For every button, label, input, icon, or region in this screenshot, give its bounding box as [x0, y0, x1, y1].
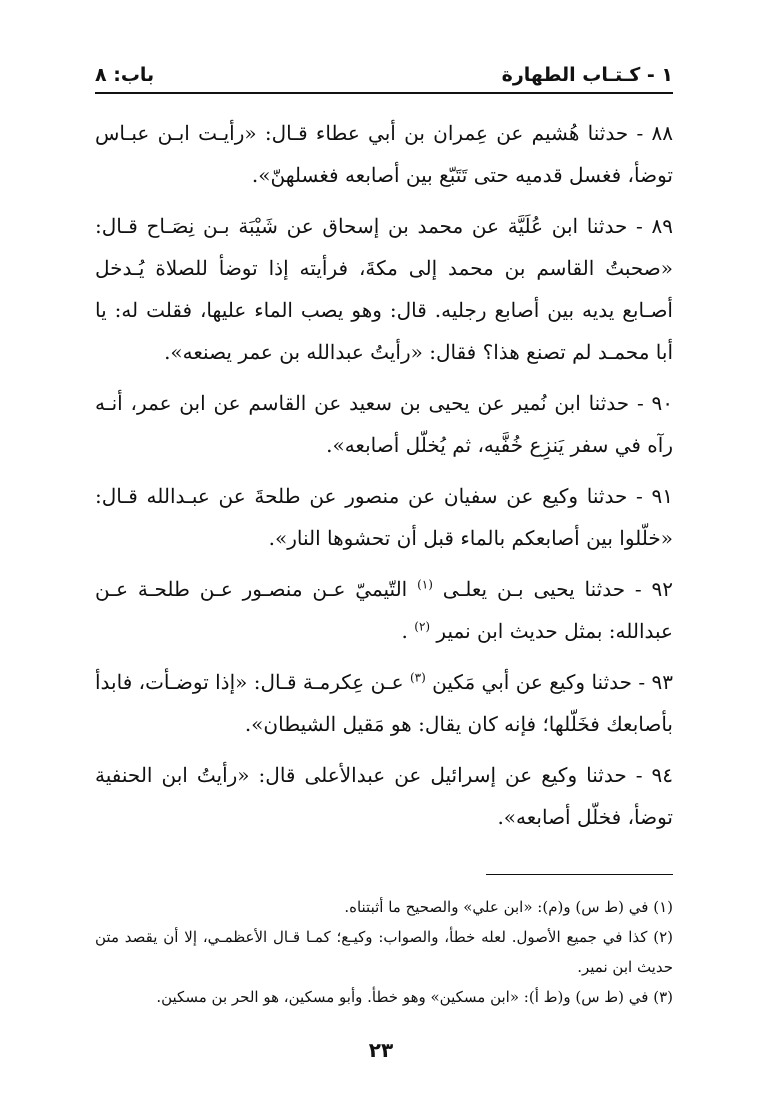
hadith-93-text-end: عـن عِكرمـة قـال: «إذا توضـأت، فابدأ بأصابعك فخَلّلها؛ فإنه كان يقال: هو مَقيل الشيطان».: [95, 670, 673, 736]
hadith-90: ٩٠ - حدثنا ابن نُمير عن يحيى بن سعيد عن القاسم عن ابن عمر، أنـه رآه في سفر يَنزِع خُفَّيه، ثم يُخلّل أصابعه».: [95, 391, 673, 457]
hadith-92: [95, 568, 673, 652]
footnote-2: (٢) كذا في جميع الأصول. لعله خطأ، والصواب: وكيـع؛ كمـا قـال الأعظمـي، إلا أن يقصد متن حديث ابن نمير.: [95, 928, 673, 976]
hadith-91: ٩١ - حدثنا وكيع عن سفيان عن منصور عن طلحةَ عن عبـدالله قـال: «خلّلوا بين أصابعكم بالماء قبل أن تحشوها النار».: [95, 484, 673, 550]
hadith-88: ٨٨ - حدثنا هُشيم عن عِمران بن أبي عطاء قـال: «رأيـت ابـن عبـاس توضأ، فغسل قدميه حتى تَتَبّع بين أصابعه فغسلهنّ».: [95, 121, 673, 187]
hadith-93-text-start: ٩٣ - حدثنا وكيع عن أبي مَكين: [425, 670, 673, 694]
hadith-92-text-start: ٩٢ - حدثنا يحيى بـن يعلـى: [432, 577, 673, 601]
chapter-title: ١ - كـتـاب الطهارة: [501, 64, 673, 86]
footnote-3: (٣) في (ط س) و(ط أ): «ابن مسكين» وهو خطأ. وأبو مسكين، هو الحر بن مسكين.: [156, 988, 673, 1006]
page-number: ٢٣: [368, 1038, 394, 1062]
footnote-rule: [486, 874, 673, 875]
hadith-92-text-end: .: [401, 619, 415, 643]
footnote-ref-3[interactable]: (٣): [409, 670, 426, 685]
footnotes: [95, 892, 673, 1012]
hadith-92-text-middle: التّيميّ عـن منصـور عـن طلحـة عـن عبدالله: بمثل حديث ابن نمير: [95, 577, 673, 643]
footnote-ref-2[interactable]: (٢): [414, 619, 431, 634]
hadith-93: [95, 661, 673, 745]
hadith-89: ٨٩ - حدثنا ابن عُلَيَّة عن محمد بن إسحاق عن شَيْبَة بـن نِصَـاح قـال: «صحبتُ القاسم بن محمد إلى مكةَ، فرأيته إذا توضأ للصلاة يُـدخل أصـابع يديه بين أصابع رجليه. قال: وهو يصب الماء عليها، فقلت له: يا أبا محمـد لم تصنع هذا؟ فقال: «رأيتُ عبدالله بن عمر يصنعه».: [95, 214, 673, 364]
header-rule: [95, 92, 673, 94]
footnote-1: (١) في (ط س) و(م): «ابن علي» والصحيح ما أثبتناه.: [344, 898, 673, 916]
footnote-ref-1[interactable]: (١): [417, 577, 433, 592]
main-text: [95, 112, 673, 847]
section-label: باب: ٨: [95, 64, 155, 86]
running-header: [95, 60, 673, 90]
hadith-94: ٩٤ - حدثنا وكيع عن إسرائيل عن عبدالأعلى قال: «رأيتُ ابن الحنفية توضأ، فخلّل أصابعه».: [95, 763, 673, 829]
